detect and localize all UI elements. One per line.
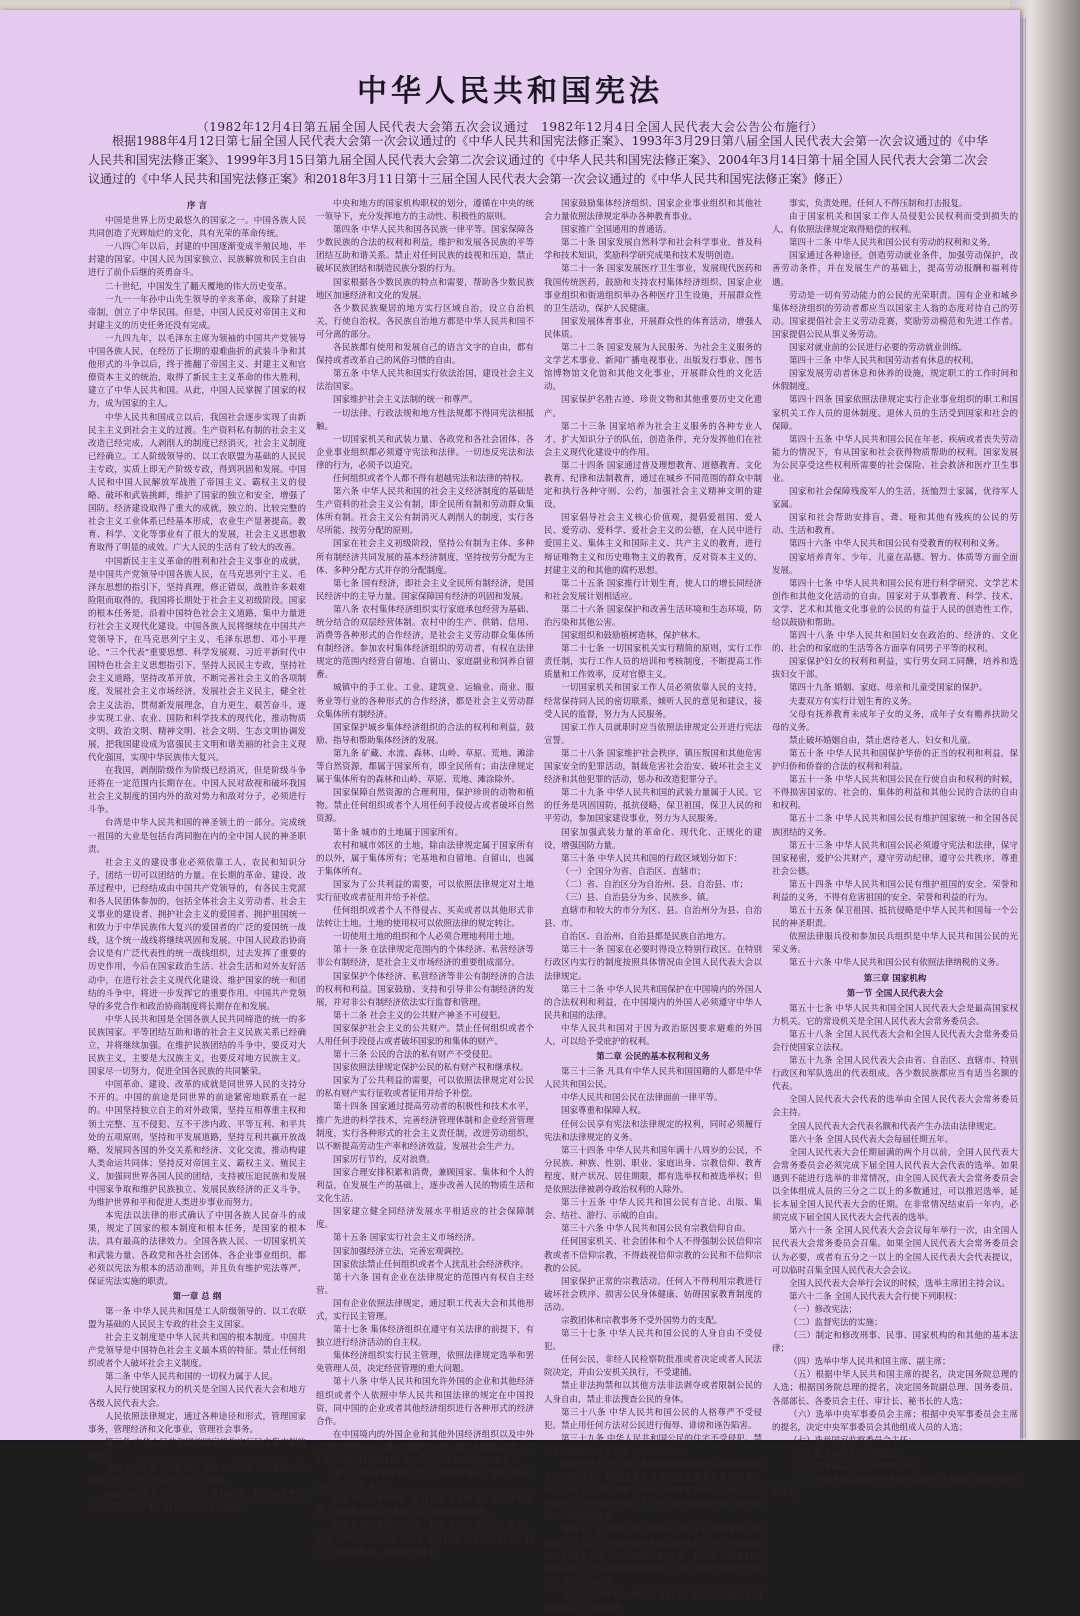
paragraph: 事实，负责处理。任何人不得压制和打击报复。 [789,199,968,209]
paragraph: 国家推广全国通用的普通话。 [561,225,672,236]
paragraph: 社会主义的建设事业必须依靠工人、农民和知识分子，团结一切可以团结的力量。在长期的革命、建设、改革过程中，已经结成由中国共产党领导的，有各民主党派和各人民团体参加的，包括全体社会主义劳动者、社会主义事业的建设者、拥护社会主义的爱国者、拥护祖国统一和致力于中华民族伟大复兴的爱国者的广泛的爱国统一战线，这个统一战线将继续巩固和发展。中国人民政治协商会议是有广泛代表性的统一战线组织，过去发挥了重要的历史作用，今后在国家政治生活、社会生活和对外友好活动中，在进行社会主义现代化建设、维护国家的统一和团结的斗争中，将进一步发挥它的重要作用。中国共产党领导的多党合作和政治协商制度将长期存在和发展。 [88,857,306,1012]
paragraph: （六）选举中央军事委员会主席；根据中央军事委员会主席的提名，决定中央军事委员会其他组成人员的人选； [772,1409,1018,1433]
paragraph: 第四十二条 中华人民共和国公民有劳动的权利和义务。 [789,238,996,249]
paragraph: 中华人民共和国是全国各族人民共同缔造的统一的多民族国家。平等团结互助和谐的社会主义民族关系已经确立，并将继续加强。在维护民族团结的斗争中，要反对大民族主义，主要是大汉族主义，也要反对地方民族主义。国家尽一切努力，促进全国各民族的共同繁荣。 [88,1014,306,1078]
paragraph: 第四十三条 中华人民共和国劳动者有休息的权利。 [789,356,979,367]
paragraph: 国家尊重和保障人权。 [561,1106,647,1117]
paragraph: 第三十三条 凡具有中华人民共和国国籍的人都是中华人民共和国公民。 [544,1067,762,1091]
paragraph: 第二十条 国家发展自然科学和社会科学事业，普及科学和技术知识，奖励科学研究成果和技术发明创造。 [544,238,762,262]
paragraph: 一切使用土地的组织和个人必须合理地利用土地。 [333,932,521,943]
paragraph: 第二十五条 国家推行计划生育，使人口的增长同经济和社会发展计划相适应。 [544,578,762,602]
paragraph: 第四十四条 国家依照法律规定实行企业事业组织的职工和国家机关工作人员的退休制度。退休人员的生活受到国家和社会的保障。 [772,395,1018,432]
paragraph: 农村和城市郊区的土地，除由法律规定属于国家所有的以外，属于集体所有；宅基地和自留地、自留山，也属于集体所有。 [316,840,534,877]
paragraph: 第十条 城市的土地属于国家所有。 [333,827,464,838]
paragraph: 人民依照法律规定，通过各种途径和形式，管理国家事务，管理经济和文化事业，管理社会事务。 [88,1411,306,1435]
paragraph: 全国人民代表大会代表名额和代表产生办法由法律规定。 [789,1121,1002,1132]
paragraph: （九）选举最高人民检察院检察长； [789,1462,926,1472]
paragraph: 国家和社会保障残废军人的生活，抚恤烈士家属，优待军人家属。 [772,487,1018,511]
paragraph: 中华人民共和国公民在法律面前一律平等。 [561,1093,723,1104]
paragraph: （二）省、自治区分为自治州、县、自治县、市； [561,879,749,890]
paragraph: 国家保护妇女的权利和利益，实行男女同工同酬，培养和选拔妇女干部。 [772,657,1018,681]
paragraph: 中央和地方的国家机构职权的划分，遵循在中央的统一领导下，充分发挥地方的主动性、积极性的原则。 [316,199,534,223]
paragraph: 第三十八条 中华人民共和国公民的人格尊严不受侵犯。禁止用任何方法对公民进行侮辱、诽谤和诬告陷害。 [544,1407,762,1431]
paragraph: （一）修改宪法； [789,1304,858,1315]
paragraph: 第四十五条 中华人民共和国公民在年老、疾病或者丧失劳动能力的情况下，有从国家和社会获得物质帮助的权利。国家发展为公民享受这些权利所需要的社会保险、社会救济和医疗卫生事业。 [772,434,1018,484]
paragraph: 第四十八条 中华人民共和国妇女在政治的、经济的、文化的、社会的和家庭的生活等各方面享有同男子平等的权利。 [772,631,1018,655]
paragraph: 一八四〇年以后，封建的中国逐渐变成半殖民地、半封建的国家。中国人民为国家独立、民族解放和民主自由进行了前仆后继的英勇奋斗。 [88,242,306,279]
paragraph: 全国人民代表大会任期届满的两个月以前，全国人民代表大会常务委员会必须完成下届全国人民代表大会代表的选举。如果遇到不能进行选举的非常情况，由全国人民代表大会常务委员会以全体组成人员的三分之二以上的多数通过，可以推迟选举，延长本届全国人民代表大会的任期。在非常情况结束后一年内，必须完成下届全国人民代表大会代表的选举。 [772,1147,1018,1224]
paragraph: 任何国家机关、社会团体和个人不得强制公民信仰宗教或者不信仰宗教，不得歧视信仰宗教的公民和不信仰宗教的公民。 [544,1237,762,1274]
paragraph: （二）监督宪法的实施； [789,1317,883,1328]
paragraph: 禁止非法拘禁和以其他方法非法剥夺或者限制公民的人身自由，禁止非法搜查公民的身体。 [544,1381,762,1405]
paragraph: 国家行政机关、监察机关、审判机关、检察机关都由人民代表大会产生，对它负责，受它监督。 [88,1490,306,1514]
paragraph: 中华人民共和国成立以后，我国社会逐步实现了由新民主主义到社会主义的过渡。生产资料私有制的社会主义改造已经完成，人剥削人的制度已经消灭，社会主义制度已经确立。工人阶级领导的、以工农联盟为基础的人民民主专政，实质上即无产阶级专政，得到巩固和发展。中国人民和中国人民解放军战胜了帝国主义、霸权主义的侵略、破坏和武装挑衅，维护了国家的独立和安全，增强了国防。经济建设取得了重大的成就，独立的、比较完整的社会主义工业体系已经基本形成，农业生产显著提高。教育、科学、文化等事业有了很大的发展，社会主义思想教育取得了明显的成效。广大人民的生活有了较大的改善。 [88,412,306,554]
paragraph: 第六十二条 全国人民代表大会行使下列职权： [789,1291,962,1302]
paragraph: 国家保护社会主义的公共财产。禁止任何组织或者个人用任何手段侵占或者破坏国家的和集体的财产。 [316,1023,534,1047]
constitution-sheet [0,10,1020,1615]
paragraph: 直辖市和较大的市分为区、县。自治州分为县、自治县、市。 [544,906,762,930]
paragraph: 第二十八条 国家维护社会秩序，镇压叛国和其他危害国家安全的犯罪活动，制裁危害社会治安、破坏社会主义经济和其他犯罪的活动，惩办和改造犯罪分子。 [544,748,762,786]
paragraph: 第三十六条 中华人民共和国公民有宗教信仰自由。 [561,1224,751,1235]
paragraph: 一九一一年孙中山先生领导的辛亥革命，废除了封建帝制，创立了中华民国。但是，中国人民反对帝国主义和封建主义的历史任务还没有完成。 [88,294,306,331]
paragraph: 国家保护正常的宗教活动。任何人不得利用宗教进行破坏社会秩序、损害公民身体健康、妨碍国家教育制度的活动。 [544,1276,762,1313]
paragraph: （七）选举国家监察委员会主任； [789,1435,917,1446]
paragraph: 国家保护名胜古迹、珍贵文物和其他重要历史文化遗产。 [544,395,762,419]
paragraph: 国家发展各种教育设施，扫除文盲，对工人、农民、国家工作人员和其他劳动者进行政治、文化、科学、技术、业务的教育，鼓励自学成才。 [316,1521,534,1558]
paragraph: 国家保障自然资源的合理利用，保护珍贵的动物和植物。禁止任何组织或者个人用任何手段侵占或者破坏自然资源。 [316,788,534,825]
paragraph: 二十世纪，中国发生了翻天覆地的伟大历史变革。 [105,281,293,292]
paragraph: 人民行使国家权力的机关是全国人民代表大会和地方各级人民代表大会。 [88,1385,306,1409]
paragraph: 第四条 中华人民共和国各民族一律平等。国家保障各少数民族的合法的权利和利益，维护和发展各民族的平等团结互助和谐关系。禁止对任何民族的歧视和压迫，禁止破坏民族团结和制造民族分裂的行为。 [316,225,534,275]
paragraph: 中国革命、建设、改革的成就是同世界人民的支持分不开的。中国的前途是同世界的前途紧密地联系在一起的。中国坚持独立自主的对外政策，坚持互相尊重主权和领土完整、互不侵犯、互不干涉内政、平等互利、和平共处的五项原则，坚持和平发展道路，坚持互利共赢开放战略，发展同各国的外交关系和经济、文化交流，推动构建人类命运共同体；坚持反对帝国主义、霸权主义、殖民主义，加强同世界各国人民的团结，支持被压迫民族和发展中国家争取和维护民族独立、发展民族经济的正义斗争，为维护世界和平和促进人类进步事业而努力。 [88,1080,306,1209]
paragraph: 第四十六条 中华人民共和国公民有受教育的权利和义务。 [789,539,1005,550]
paragraph: 一切法律、行政法规和地方性法规都不得同宪法相抵触。 [316,408,534,432]
paragraph: （三）县、自治县分为乡、民族乡、镇。 [561,892,715,903]
paragraph: 各民族都有使用和发展自己的语言文字的自由，都有保持或者改革自己的风俗习惯的自由。 [316,343,534,367]
paragraph: 由于国家机关和国家工作人员侵犯公民权利而受到损失的人，有依照法律规定取得赔偿的权利。 [772,212,1018,236]
paragraph: 第二十四条 国家通过普及理想教育、道德教育、文化教育、纪律和法制教育，通过在城乡不同范围的群众中制定和执行各种守则、公约，加强社会主义精神文明的建设。 [544,460,762,511]
paragraph: 第三十五条 中华人民共和国公民有言论、出版、集会、结社、游行、示威的自由。 [544,1198,762,1222]
paragraph: （四）选举中华人民共和国主席、副主席； [789,1357,951,1368]
paragraph: 第十五条 国家实行社会主义市场经济。 [333,1233,481,1244]
paragraph: 第十四条 国家通过提高劳动者的积极性和技术水平，推广先进的科学技术，完善经济管理体制和企业经营管理制度，实行各种形式的社会主义责任制，改进劳动组织，以不断提高劳动生产率和经济效益，发展社会生产力。 [316,1102,534,1152]
paragraph: 全国人民代表大会举行会议的时候，选举主席团主持会议。 [789,1278,1011,1289]
paragraph: 第十二条 社会主义的公共财产神圣不可侵犯。 [333,1010,506,1021]
paragraph: 第三十二条 中华人民共和国保护在中国境内的外国人的合法权利和利益，在中国境内的外国人必须遵守中华人民共和国的法律。 [544,984,762,1021]
paragraph: 国家维护社会主义法制的统一和尊严。 [333,395,478,406]
paragraph: 对于公民的申诉、控告或者检举，有关国家机关必须查清事实，负责处理。 [544,1590,762,1615]
paragraph: 一切国家机关和国家工作人员必须依靠人民的支持，经常保持同人民的密切联系，倾听人民的意见和建议，接受人民的监督，努力为人民服务。 [544,683,762,720]
paragraph: 任何公民，非经人民检察院批准或者决定或者人民法院决定，并由公安机关执行，不受逮捕。 [544,1355,762,1379]
paragraph: 禁止破坏婚姻自由，禁止虐待老人、妇女和儿童。 [789,735,977,746]
paragraph: 依照法律服兵役和参加民兵组织是中华人民共和国公民的光荣义务。 [772,932,1018,956]
paragraph: 第五十五条 保卫祖国、抵抗侵略是中华人民共和国每一个公民的神圣职责。 [772,906,1018,930]
paragraph: 国家通过各种途径，创造劳动就业条件，加强劳动保护，改善劳动条件，并在发展生产的基础上，提高劳动报酬和福利待遇。 [772,251,1018,288]
paragraph: 父母有抚养教育未成年子女的义务，成年子女有赡养扶助父母的义务。 [772,709,1018,733]
paragraph: 国家倡导社会主义核心价值观，提倡爱祖国、爱人民、爱劳动、爱科学、爱社会主义的公德，在人民中进行爱国主义、集体主义和国际主义、共产主义的教育，进行辩证唯物主义和历史唯物主义的教育，反对资本主义的、封建主义的和其他的腐朽思想。 [544,513,762,576]
paragraph: 国有企业依照法律规定，通过职工代表大会和其他形式，实行民主管理。 [316,1298,534,1322]
paragraph: 第三条 中华人民共和国的国家机构实行民主集中制的原则。 [88,1437,306,1461]
paragraph: 第二十二条 国家发展为人民服务、为社会主义服务的文学艺术事业、新闻广播电视事业、出版发行事业、图书馆博物馆文化馆和其他文化事业，开展群众性的文化活动。 [544,343,762,393]
paragraph: 第二十六条 国家保护和改善生活环境和生态环境，防治污染和其他公害。 [544,604,762,628]
paragraph: 第五十四条 中华人民共和国公民有维护祖国的安全、荣誉和利益的义务，不得有危害祖国的安全、荣誉和利益的行为。 [772,879,1018,903]
paragraph: 国家依法禁止任何组织或者个人扰乱社会经济秩序。 [333,1259,529,1270]
document-subtitle: （1982年12月4日第五届全国人民代表大会第五次会议通过 1982年12月4日全国人民代表大会公告公布施行） [196,120,824,134]
section-heading: 序 言 [187,201,207,211]
paragraph: 第五十一条 中华人民共和国公民在行使自由和权利的时候，不得损害国家的、社会的、集体的利益和其他公民的合法的自由和权利。 [772,775,1018,812]
paragraph: 全国人民代表大会代表的选举由全国人民代表大会常务委员会主持。 [772,1095,1018,1119]
paragraph: 第四十七条 中华人民共和国公民有进行科学研究、文学艺术创作和其他文化活动的自由。国家对于从事教育、科学、技术、文学、艺术和其他文化事业的公民的有益于人民的创造性工作，给以鼓励和帮助。 [772,578,1018,628]
paragraph: 中国是世界上历史最悠久的国家之一。中国各族人民共同创造了光辉灿烂的文化，具有光荣的革命传统。 [88,216,306,240]
paragraph: 夫妻双方有实行计划生育的义务。 [789,696,917,707]
paragraph: 自治区、自治州、自治县都是民族自治地方。 [561,932,732,943]
paragraph: 第二十九条 中华人民共和国的武装力量属于人民。它的任务是巩固国防，抵抗侵略，保卫祖国，保卫人民的和平劳动，参加国家建设事业，努力为人民服务。 [544,788,762,825]
paragraph: 宗教团体和宗教事务不受外国势力的支配。 [561,1315,723,1326]
paragraph: 第十七条 集体经济组织在遵守有关法律的前提下，有独立进行经济活动的自主权。 [316,1325,534,1349]
paragraph: 国家举办各种学校，普及初等义务教育，发展中等教育、职业教育和高等教育，并且发展学前教育。 [316,1495,534,1519]
paragraph: 国家培养青年、少年、儿童在品德、智力、体质等方面全面发展。 [772,552,1018,576]
paragraph: （三）制定和修改刑事、民事、国家机构的和其他的基本法律； [772,1331,1018,1355]
paragraph: 国家和社会帮助安排盲、聋、哑和其他有残疾的公民的劳动、生活和教育。 [772,513,1018,537]
paragraph: 中华人民共和国对于因为政治原因要求避难的外国人，可以给予受庇护的权利。 [544,1023,762,1047]
document-title: 中华人民共和国宪法 [357,74,663,109]
paragraph: 第二十三条 国家培养为社会主义服务的各种专业人才，扩大知识分子的队伍，创造条件，充分发挥他们在社会主义现代化建设中的作用。 [544,421,762,458]
paragraph: 中国新民主主义革命的胜利和社会主义事业的成就，是中国共产党领导中国各族人民，在马克思列宁主义、毛泽东思想的指引下，坚持真理，修正错误，战胜许多艰难险阻而取得的。我国将长期处于社会主义初级阶段。国家的根本任务是，沿着中国特色社会主义道路，集中力量进行社会主义现代化建设。中国各族人民将继续在中国共产党领导下，在马克思列宁主义、毛泽东思想、邓小平理论、“三个代表”重要思想、科学发展观、习近平新时代中国特色社会主义思想指引下，坚持人民民主专政，坚持社会主义道路，坚持改革开放，不断完善社会主义的各项制度，发展社会主义市场经济，发展社会主义民主，健全社会主义法治，贯彻新发展理念，自力更生，艰苦奋斗，逐步实现工业、农业、国防和科学技术的现代化，推动物质文明、政治文明、精神文明、社会文明、生态文明协调发展，把我国建设成为富强民主文明和谐美丽的社会主义现代化强国，实现中华民族伟大复兴。 [88,556,306,763]
paragraph: 国家发展劳动者休息和休养的设施，规定职工的工作时间和休假制度。 [772,369,1018,393]
paragraph: 第十八条 中华人民共和国允许外国的企业和其他经济组织或者个人依照中华人民共和国法律的规定在中国投资，同中国的企业或者其他经济组织进行各种形式的经济合作。 [316,1377,534,1427]
paragraph: 第五十六条 中华人民共和国公民有依照法律纳税的义务。 [789,958,1005,969]
paragraph: 第六十一条 全国人民代表大会会议每年举行一次，由全国人民代表大会常务委员会召集。如果全国人民代表大会常务委员会认为必要，或者有五分之一以上的全国人民代表大会代表提议，可以临时召集全国人民代表大会会议。 [772,1226,1018,1276]
paragraph: 各少数民族聚居的地方实行区域自治，设立自治机关，行使自治权。各民族自治地方都是中华人民共和国不可分离的部分。 [316,303,534,340]
paragraph: 第二十一条 国家发展医疗卫生事业，发展现代医药和我国传统医药，鼓励和支持农村集体经济组织、国家企业事业组织和街道组织举办各种医疗卫生设施，开展群众性的卫生活动，保护人民健康。 [544,264,762,314]
section-heading: 第一章 总 纲 [172,1291,222,1302]
paragraph: 城镇中的手工业、工业、建筑业、运输业、商业、服务业等行业的各种形式的合作经济，都是社会主义劳动群众集体所有制经济。 [316,683,534,720]
paragraph: 第三十条 中华人民共和国的行政区域划分如下： [561,853,743,864]
paragraph: 任何组织或者个人不得侵占、买卖或者以其他形式非法转让土地。土地的使用权可以依照法律的规定转让。 [316,906,534,930]
paragraph: 国家为了公共利益的需要，可以依照法律规定对公民的私有财产实行征收或者征用并给予补偿。 [316,1076,534,1100]
amendment-note: 根据1988年4月12日第七届全国人民代表大会第一次会议通过的《中华人民共和国宪法修正案》、1993年3月29日第八届全国人民代表大会第一次会议通过的《中华人民共和国宪法修正案》、1999年3月15日第九届全国人民代表大会第二次会议通过的《中华人民共和国宪法修正案》、2004年3月14日第十届全国人民代表大会第二次会议通过的《中华人民共和国宪法修正案》和2018年3月11日第十三届全国人民代表大会第一次会议通过的《中华人民共和国宪法修正案》修正） [88,134,988,186]
paragraph: 第四十条 中华人民共和国公民的通信自由和通信秘密受法律的保护。除因国家安全或者追查刑事犯罪的需要，由公安机关或者检察机关依照法律规定的程序对通信进行检查外，任何组织或者个人不得以任何理由侵犯公民的通信自由和通信秘密。 [544,1460,762,1523]
paragraph: 国家为了公共利益的需要，可以依照法律规定对土地实行征收或者征用并给予补偿。 [316,879,534,903]
paragraph: 国家厉行节约，反对浪费。 [333,1154,436,1165]
paragraph: 第五十九条 全国人民代表大会由省、自治区、直辖市、特别行政区和军队选出的代表组成。各少数民族都应当有适当名额的代表。 [772,1056,1018,1093]
paragraph: 国家对就业前的公民进行必要的劳动就业训练。 [789,343,968,354]
paragraph: 第十九条 国家发展社会主义的教育事业，提高全国人民的科学文化水平。 [316,1469,534,1493]
section-heading: 第一节 全国人民代表大会 [846,988,944,999]
paragraph: 第十一条 在法律规定范围内的个体经济、私营经济等非公有制经济，是社会主义市场经济的重要组成部分。 [316,945,534,969]
paragraph: 任何组织或者个人都不得有超越宪法和法律的特权。 [333,473,529,484]
paragraph: 在我国，剥削阶级作为阶级已经消灭，但是阶级斗争还将在一定范围内长期存在。中国人民对敌视和破坏我国社会主义制度的国内外的敌对势力和敌对分子，必须进行斗争。 [88,766,306,816]
paragraph: 第三十九条 中华人民共和国公民的住宅不受侵犯。禁止非法搜查或者非法侵入公民的住宅。 [544,1433,762,1457]
paragraph: 国家发展体育事业，开展群众性的体育活动，增强人民体质。 [544,316,762,340]
paragraph: 在中国境内的外国企业和其他外国经济组织以及中外合资经营的企业，都必须遵守中华人民共和国的法律。它们的合法的权利和利益受中华人民共和国法律的保护。 [316,1429,534,1466]
paragraph: 第五十条 中华人民共和国保护华侨的正当的权利和利益，保护归侨和侨眷的合法的权利和利益。 [772,748,1018,773]
section-heading: 第二章 公民的基本权利和义务 [596,1052,710,1063]
document-heading [0,72,1020,135]
paragraph: 第五十二条 中华人民共和国公民有维护国家统一和全国各民族团结的义务。 [772,814,1018,838]
paragraph: 劳动是一切有劳动能力的公民的光荣职责。国有企业和城乡集体经济组织的劳动者都应当以国家主人翁的态度对待自己的劳动。国家提倡社会主义劳动竞赛，奖励劳动模范和先进工作者。国家提倡公民从事义务劳动。 [772,290,1018,340]
text-column-4 [772,198,1018,1499]
paragraph: 任何公民享有宪法和法律规定的权利，同时必须履行宪法和法律规定的义务。 [544,1119,762,1143]
paragraph: 第四十一条 中华人民共和国公民对于任何国家机关和国家工作人员，有提出批评和建议的权利；对于任何国家机关和国家工作人员的违法失职行为，有向有关国家机关提出申诉、控告或者检举的权利，但是不得捏造或者歪曲事实进行诬告陷害。 [544,1525,762,1588]
paragraph: （八）选举最高人民法院院长； [789,1448,909,1459]
paragraph: 第四十九条 婚姻、家庭、母亲和儿童受国家的保护。 [789,683,988,694]
paragraph: （五）根据中华人民共和国主席的提名，决定国务院总理的人选；根据国务院总理的提名，决定国务院副总理、国务委员、各部部长、各委员会主任、审计长、秘书长的人选； [772,1370,1018,1407]
paragraph: 本宪法以法律的形式确认了中国各族人民奋斗的成果，规定了国家的根本制度和根本任务，是国家的根本法，具有最高的法律效力。全国各族人民、一切国家机关和武装力量、各政党和各社会团体、各企业事业组织，都必须以宪法为根本的活动准则，并且负有维护宪法尊严、保证宪法实施的职责。 [88,1211,306,1287]
text-column-3 [544,198,762,1615]
paragraph: 国家鼓励集体经济组织、国家企业事业组织和其他社会力量依照法律规定举办各种教育事业。 [544,199,762,223]
paragraph: 国家根据各少数民族的特点和需要，帮助各少数民族地区加速经济和文化的发展。 [316,277,534,301]
paragraph: 国家依照法律规定保护公民的私有财产权和继承权。 [333,1063,529,1074]
paragraph: 国家建立健全同经济发展水平相适应的社会保障制度。 [316,1207,534,1231]
paragraph: 第七条 国有经济，即社会主义全民所有制经济，是国民经济中的主导力量。国家保障国有经济的巩固和发展。 [316,578,534,602]
paragraph: 第六条 中华人民共和国的社会主义经济制度的基础是生产资料的社会主义公有制，即全民所有制和劳动群众集体所有制。社会主义公有制消灭人剥削人的制度，实行各尽所能、按劳分配的原则。 [316,487,534,537]
paragraph: 国家加强经济立法，完善宏观调控。 [333,1246,470,1257]
paragraph: 第十三条 公民的合法的私有财产不受侵犯。 [333,1050,498,1061]
paragraph: 国家在社会主义初级阶段，坚持公有制为主体、多种所有制经济共同发展的基本经济制度，坚持按劳分配为主体、多种分配方式并存的分配制度。 [316,539,534,576]
paragraph: 集体经济组织实行民主管理，依照法律规定选举和罢免管理人员，决定经营管理的重大问题。 [316,1351,534,1375]
section-heading: 第三章 国家机构 [863,973,927,984]
paragraph: 第二条 中华人民共和国的一切权力属于人民。 [105,1372,278,1383]
paragraph: 第八条 农村集体经济组织实行家庭承包经营为基础、统分结合的双层经营体制。农村中的生产、供销、信用、消费等各种形式的合作经济，是社会主义劳动群众集体所有制经济。参加农村集体经济组织的劳动者，有权在法律规定的范围内经营自留地、自留山、家庭副业和饲养自留畜。 [316,604,534,681]
paragraph: 一九四九年，以毛泽东主席为领袖的中国共产党领导中国各族人民，在经历了长期的艰难曲折的武装斗争和其他形式的斗争以后，终于推翻了帝国主义、封建主义和官僚资本主义的统治，取得了新民主主义革命的伟大胜利，建立了中华人民共和国。从此，中国人民掌握了国家的权力，成为国家的主人。 [88,333,306,410]
paragraph: 全国人民代表大会和地方各级人民代表大会都由民主选举产生，对人民负责，受人民监督。 [88,1464,306,1488]
paragraph: 第五十八条 全国人民代表大会和全国人民代表大会常务委员会行使国家立法权。 [772,1029,1018,1053]
paragraph: 国家保护城乡集体经济组织的合法的权利和利益，鼓励、指导和帮助集体经济的发展。 [316,722,534,746]
paragraph: 国家加强武装力量的革命化、现代化、正规化的建设，增强国防力量。 [544,827,762,851]
paragraph: 第二十七条 一切国家机关实行精简的原则，实行工作责任制，实行工作人员的培训和考核制度，不断提高工作质量和工作效率，反对官僚主义。 [544,644,762,681]
paragraph: 国家组织和鼓励植树造林，保护林木。 [561,631,706,642]
paragraph: 第三十七条 中华人民共和国公民的人身自由不受侵犯。 [544,1329,762,1353]
paragraph: 第十六条 国有企业在法律规定的范围内有权自主经营。 [316,1272,534,1296]
paragraph: 社会主义制度是中华人民共和国的根本制度。中国共产党领导是中国特色社会主义最本质的特征。禁止任何组织或者个人破坏社会主义制度。 [88,1333,306,1370]
paragraph: 国家合理安排积累和消费，兼顾国家、集体和个人的利益，在发展生产的基础上，逐步改善人民的物质生活和文化生活。 [316,1167,534,1205]
paragraph: 一切国家机关和武装力量、各政党和各社会团体、各企业事业组织都必须遵守宪法和法律。一切违反宪法和法律的行为，必须予以追究。 [316,434,534,471]
text-column-2 [316,198,534,1558]
paragraph: （一）全国分为省、自治区、直辖市； [561,866,706,877]
paragraph: 第五十三条 中华人民共和国公民必须遵守宪法和法律，保守国家秘密，爱护公共财产，遵守劳动纪律，遵守公共秩序，尊重社会公德。 [772,840,1018,877]
paragraph: 第一条 中华人民共和国是工人阶级领导的、以工农联盟为基础的人民民主专政的社会主义国家。 [88,1306,306,1330]
paragraph: 国家保护个体经济、私营经济等非公有制经济的合法的权利和利益。国家鼓励、支持和引导非公有制经济的发展，并对非公有制经济依法实行监督和管理。 [316,971,534,1008]
body-columns [88,198,1018,1615]
paragraph: 国家工作人员就职时应当依照法律规定公开进行宪法宣誓。 [544,722,762,746]
paragraph: （十）审查和批准国民经济和社会发展计划和计划执行情况的报告； [772,1475,1018,1499]
paragraph: 第五条 中华人民共和国实行依法治国，建设社会主义法治国家。 [316,369,534,393]
paragraph: 第三十一条 国家在必要时得设立特别行政区。在特别行政区内实行的制度按照具体情况由全国人民代表大会以法律规定。 [544,945,762,982]
paragraph: 第六十条 全国人民代表大会每届任期五年。 [789,1134,954,1145]
paragraph: 第五十七条 中华人民共和国全国人民代表大会是最高国家权力机关。它的常设机关是全国人民代表大会常务委员会。 [772,1003,1018,1027]
text-column-1 [88,198,306,1514]
paragraph: 台湾是中华人民共和国的神圣领土的一部分。完成统一祖国的大业是包括台湾同胞在内的全中国人民的神圣职责。 [88,818,306,855]
paragraph: 第九条 矿藏、水流、森林、山岭、草原、荒地、滩涂等自然资源，都属于国家所有，即全民所有；由法律规定属于集体所有的森林和山岭、草原、荒地、滩涂除外。 [316,748,534,786]
paragraph: 第三十四条 中华人民共和国年满十八周岁的公民，不分民族、种族、性别、职业、家庭出身、宗教信仰、教育程度、财产状况、居住期限，都有选举权和被选举权；但是依照法律被剥夺政治权利的人除外。 [544,1145,762,1196]
